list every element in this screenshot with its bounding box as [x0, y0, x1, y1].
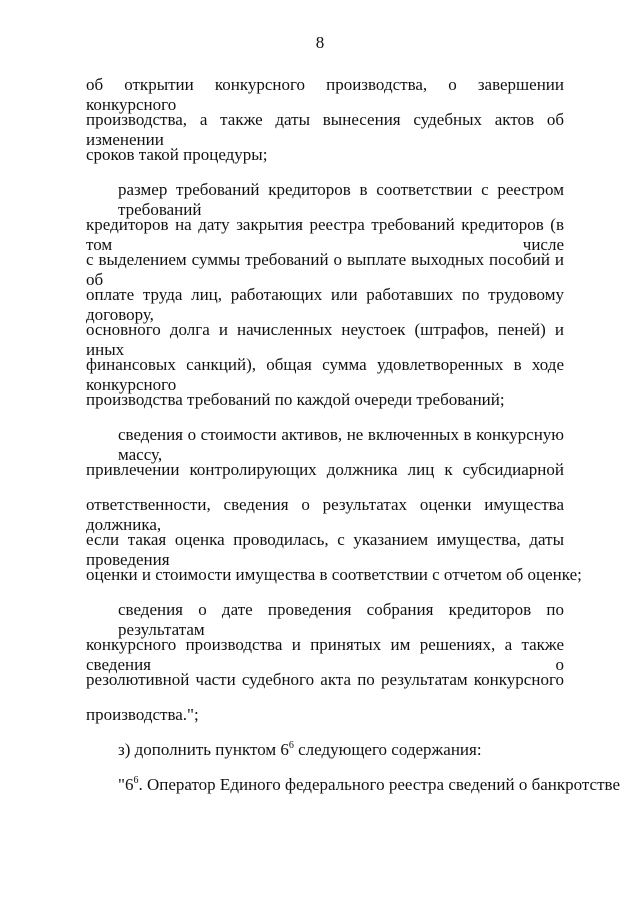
text-line: оценки и стоимости имущества в соответствии с отчетом об оценке; — [86, 565, 582, 584]
text-line: основного долга и начисленных неустоек (штрафов, пеней) и иных — [86, 320, 564, 359]
text-line: об открытии конкурсного производства, о завершении конкурсного — [86, 75, 564, 114]
amendment-suffix: следующего содержания: — [293, 740, 482, 759]
new-item-line — [118, 775, 621, 795]
text-line: финансовых санкций), общая сумма удовлетворенных в ходе конкурсного — [86, 355, 564, 394]
text-line: резолютивной части судебного акта по результатам конкурсного — [86, 670, 564, 689]
amendment-line — [118, 740, 564, 760]
text-line: если такая оценка проводилась, с указанием имущества, даты проведения — [86, 530, 564, 569]
text-line: производства, а также даты вынесения судебных актов об изменении — [86, 110, 564, 149]
text-line: производства."; — [86, 705, 199, 724]
text-line: конкурсного производства и принятых им решениях, а также сведения о — [86, 635, 564, 674]
text-line: размер требований кредиторов в соответствии с реестром требований — [118, 180, 564, 219]
text-line: оплате труда лиц, работающих или работавших по трудовому договору, — [86, 285, 564, 324]
amendment-prefix: з) дополнить пунктом 6 — [118, 740, 289, 759]
text-line: производства требований по каждой очереди требований; — [86, 390, 505, 409]
amendment-superscript: 6 — [288, 740, 294, 751]
new-item-prefix: "6 — [118, 775, 134, 794]
page-number: 8 — [315, 33, 325, 52]
text-line: сведения о дате проведения собрания кредиторов по результатам — [118, 600, 564, 639]
text-line: ответственности, сведения о результатах оценки имущества должника, — [86, 495, 564, 534]
new-item-superscript: 6 — [133, 775, 139, 786]
text-line: с выделением суммы требований о выплате выходных пособий и об — [86, 250, 564, 289]
text-line: сроков такой процедуры; — [86, 145, 268, 164]
text-line: кредиторов на дату закрытия реестра требований кредиторов (в том числе — [86, 215, 564, 254]
new-item-suffix: . Оператор Единого федерального реестра сведений о банкротстве — [138, 775, 621, 794]
text-line: привлечении контролирующих должника лиц к субсидиарной — [86, 460, 564, 479]
text-line: сведения о стоимости активов, не включенных в конкурсную массу, — [118, 425, 564, 464]
